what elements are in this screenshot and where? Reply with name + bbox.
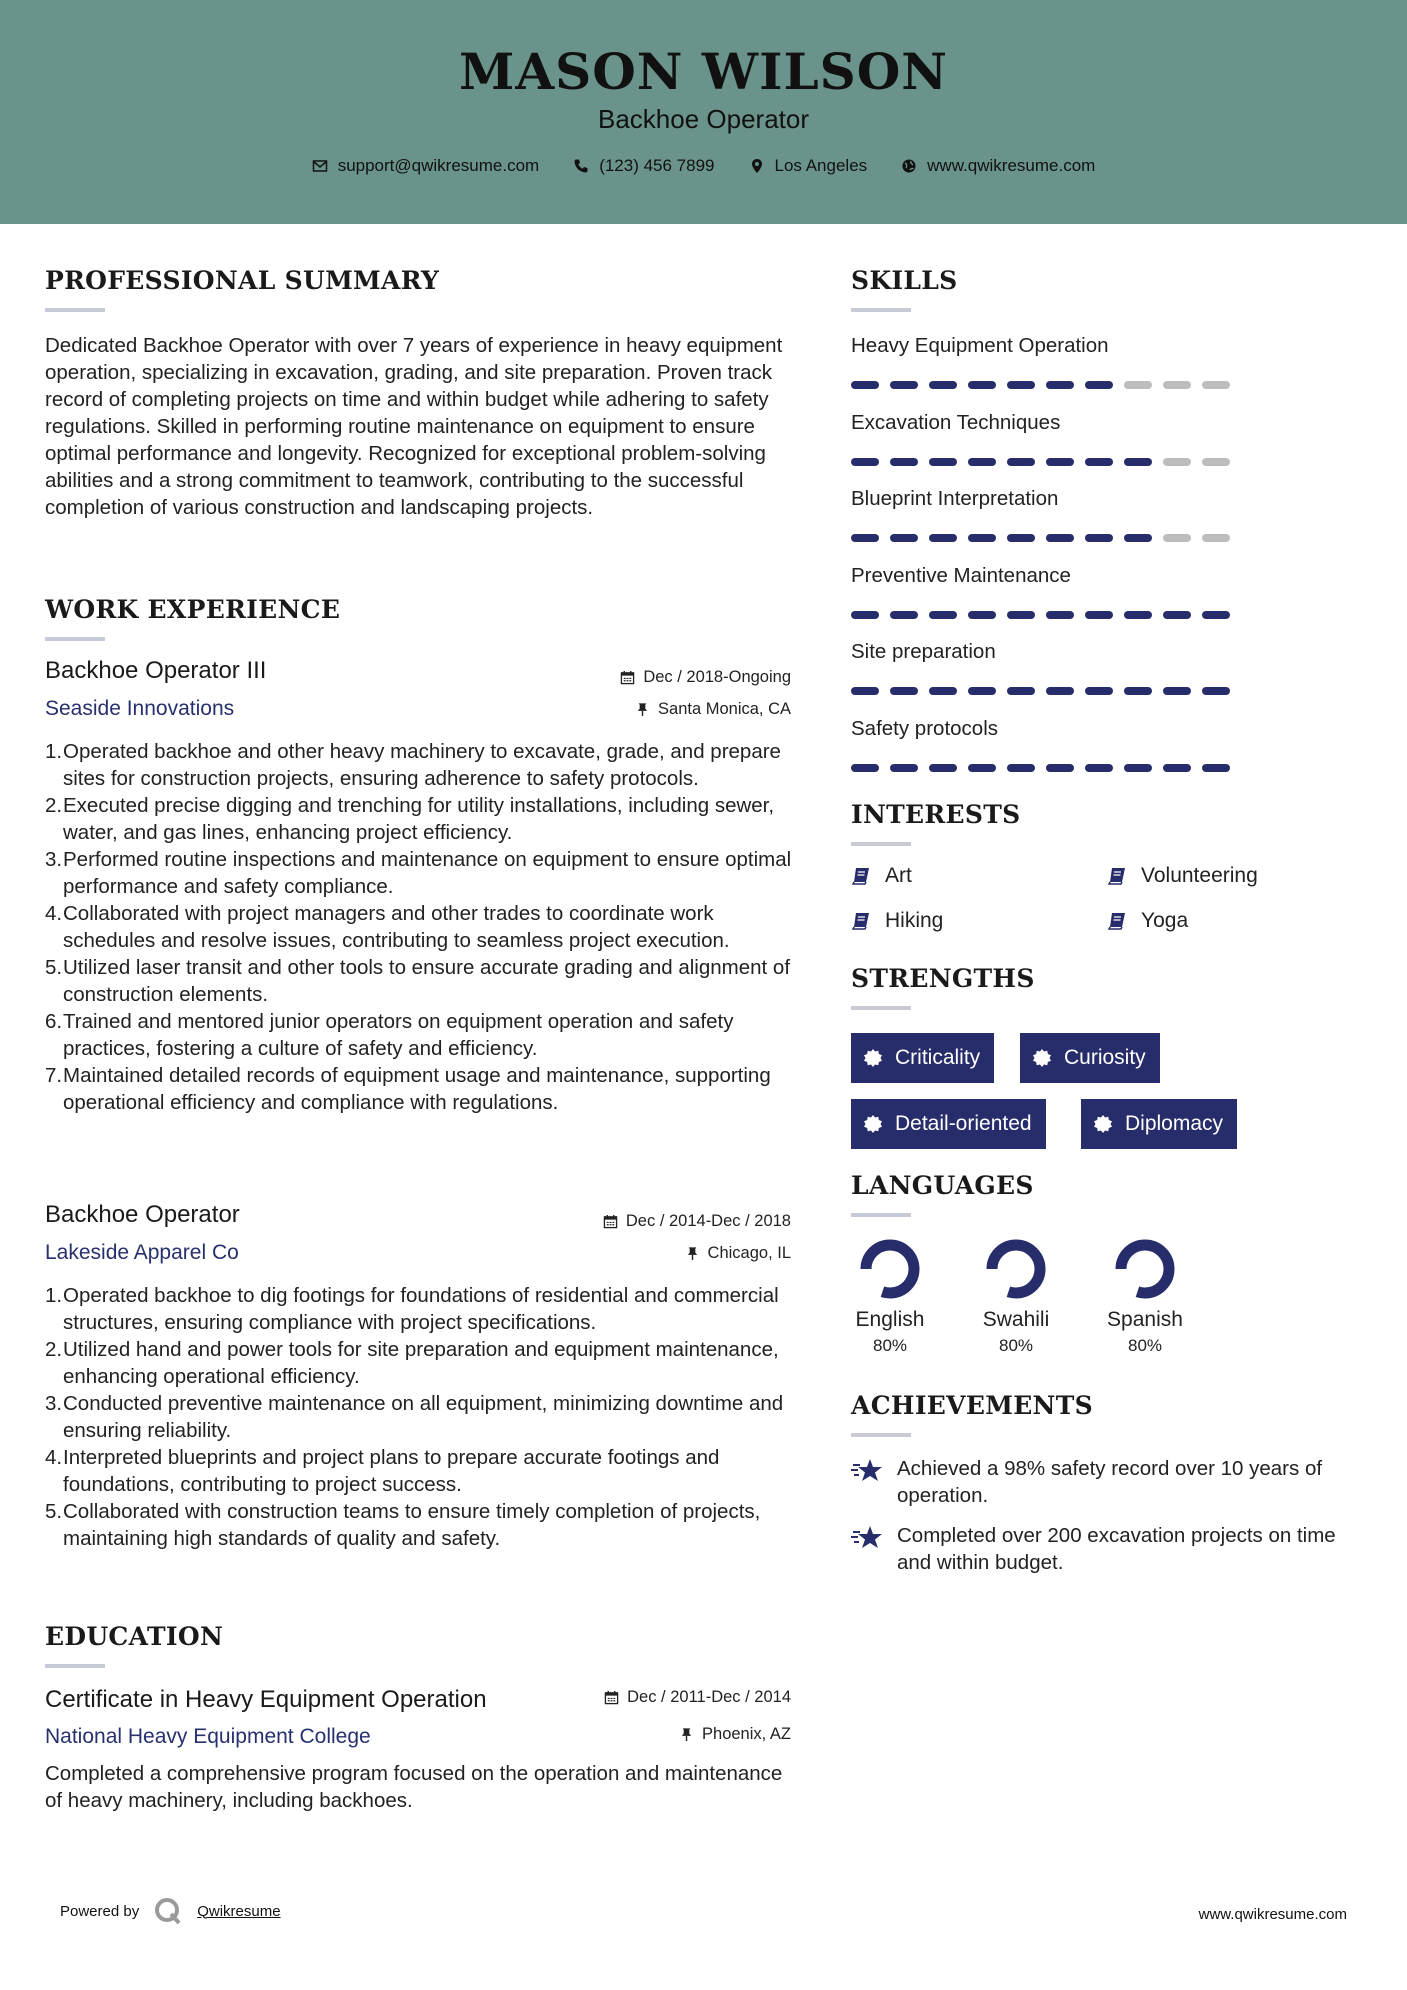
skill-dot-filled: [1124, 611, 1152, 619]
interest-label: Art: [885, 864, 912, 887]
list-item: 3. Conducted preventive maintenance on all equipment, minimizing downtime and ensuring reliability.: [45, 1392, 784, 1442]
skill-dot-filled: [851, 534, 879, 542]
skill-level-meter: [851, 687, 1230, 695]
skill-dot-filled: [1046, 764, 1074, 772]
skill-dot-filled: [1163, 764, 1191, 772]
skill-dot-filled: [1007, 458, 1035, 466]
skill-dot-empty: [1163, 381, 1191, 389]
skill-dot-filled: [1007, 381, 1035, 389]
skill-dot-filled: [968, 611, 996, 619]
skill-dot-filled: [1085, 687, 1113, 695]
achievement-item: [851, 1455, 1371, 1509]
job-dates: [620, 668, 791, 687]
language-percent: 80%: [872, 1336, 908, 1355]
skill-dot-filled: [1007, 611, 1035, 619]
job-location: [635, 700, 791, 719]
skill-dot-filled: [890, 458, 918, 466]
achievements-heading: ACHIEVEMENTS: [851, 1391, 1093, 1420]
section-divider: [45, 308, 105, 312]
calendar-icon: [603, 1214, 618, 1229]
pushpin-icon: [635, 702, 650, 717]
skill-dot-filled: [1046, 687, 1074, 695]
candidate-name: MASON WILSON: [459, 42, 948, 101]
location-text: Los Angeles: [774, 156, 868, 175]
skill-dot-filled: [890, 534, 918, 542]
job-dates-text: Dec / 2018-Ongoing: [643, 668, 791, 686]
skill-name: Safety protocols: [851, 716, 998, 740]
skill-name: Excavation Techniques: [851, 410, 1061, 434]
section-divider: [851, 1213, 911, 1217]
education-dates: [604, 1688, 791, 1707]
qwikresume-logo-icon: [153, 1896, 183, 1926]
job-bullets: [45, 738, 795, 1116]
badge-icon: [863, 1114, 883, 1134]
skill-dot-filled: [1085, 458, 1113, 466]
calendar-icon: [620, 670, 635, 685]
skill-dot-filled: [1163, 687, 1191, 695]
contact-phone[interactable]: [573, 156, 714, 176]
badge-icon: [1093, 1114, 1113, 1134]
skill-dot-filled: [851, 611, 879, 619]
skill-dot-filled: [1046, 381, 1074, 389]
skill-dot-empty: [1163, 458, 1191, 466]
summary-text: Dedicated Backhoe Operator with over 7 years of experience in heavy equipment operation, specializing in excavation, grading, and site preparation. Proven track record of completing projects on time and within budget while adhering to safety regulations. Skilled in performing routine maintenance on equipment to ensure optimal performance and longevity. Recognized for exceptional problem-solving abilities and a strong commitment to teamwork, contributing to the successful completion of various construction and landscaping projects.: [45, 334, 783, 519]
list-item: 4. Interpreted blueprints and project plans to prepare accurate footings and foundations, contributing to project success.: [45, 1446, 720, 1496]
skill-dot-empty: [1202, 458, 1230, 466]
contact-location: [749, 156, 868, 176]
language-gauge-arc: [866, 1245, 914, 1293]
skill-dot-filled: [968, 534, 996, 542]
language-item: [971, 1238, 1061, 1356]
strength-badge: [1081, 1099, 1237, 1149]
contact-website[interactable]: [901, 156, 1095, 176]
language-gauge: [859, 1238, 921, 1300]
interest-item: [851, 909, 943, 933]
skill-dot-filled: [1124, 687, 1152, 695]
section-divider: [45, 637, 105, 641]
language-gauge-arc: [992, 1245, 1040, 1293]
job-bullets: [45, 1282, 795, 1552]
education-location-text: Phoenix, AZ: [702, 1725, 791, 1743]
email-text: support@qwikresume.com: [337, 156, 540, 175]
powered-by-label: Powered by: [60, 1902, 140, 1920]
strength-badge: [851, 1099, 1046, 1149]
skill-name: Heavy Equipment Operation: [851, 334, 1109, 357]
interests-heading: INTERESTS: [851, 800, 1021, 829]
strength-label: Criticality: [895, 1046, 981, 1069]
envelope-icon: [312, 158, 328, 174]
badge-icon: [1032, 1048, 1052, 1068]
skill-dot-filled: [929, 534, 957, 542]
job-dates: [603, 1212, 791, 1231]
list-item: 2. Executed precise digging and trenching for utility installations, including sewer, water, and gas lines, enhancing project efficiency.: [45, 794, 775, 844]
contact-email[interactable]: [312, 156, 540, 176]
skill-dot-filled: [968, 764, 996, 772]
skill-dot-filled: [929, 381, 957, 389]
section-divider: [851, 308, 911, 312]
achievement-item: [851, 1522, 1371, 1576]
list-item: 5. Utilized laser transit and other tools to ensure accurate grading and alignment of construction elements.: [45, 956, 791, 1006]
skill-dot-filled: [1124, 458, 1152, 466]
skill-dot-filled: [851, 687, 879, 695]
strength-label: Detail-oriented: [895, 1112, 1032, 1135]
resume-header: [0, 0, 1407, 224]
calendar-icon: [604, 1690, 619, 1705]
footer-url[interactable]: www.qwikresume.com: [1198, 1906, 1347, 1923]
book-icon: [1107, 866, 1127, 886]
strength-badge: [851, 1033, 994, 1083]
pushpin-icon: [679, 1727, 694, 1742]
skill-dot-filled: [851, 764, 879, 772]
interest-item: [851, 864, 912, 888]
skill-dot-filled: [890, 687, 918, 695]
list-item: 4. Collaborated with project managers and other trades to coordinate work schedules and resolve issues, contributing to seamless project execution.: [45, 902, 730, 952]
skill-dot-filled: [1202, 764, 1230, 772]
skill-dot-filled: [1163, 611, 1191, 619]
education-text: Completed a comprehensive program focused on the operation and maintenance of heavy machinery, including backhoes.: [45, 1762, 783, 1812]
map-pin-icon: [749, 158, 765, 174]
strength-badge: [1020, 1033, 1160, 1083]
skill-dot-filled: [1202, 687, 1230, 695]
phone-text: (123) 456 7899: [599, 156, 715, 175]
skill-dot-filled: [1085, 764, 1113, 772]
skill-name: Blueprint Interpretation: [851, 487, 1059, 510]
skill-dot-filled: [1124, 534, 1152, 542]
skill-level-meter: [851, 764, 1230, 772]
skill-dot-filled: [1085, 381, 1113, 389]
interest-label: Volunteering: [1141, 864, 1258, 887]
skill-dot-filled: [1124, 764, 1152, 772]
language-percent: 80%: [1127, 1336, 1163, 1355]
brand-link[interactable]: Qwikresume: [197, 1902, 281, 1920]
skill-dot-empty: [1202, 381, 1230, 389]
language-percent: 80%: [998, 1336, 1034, 1355]
job-dates-text: Dec / 2014-Dec / 2018: [625, 1212, 791, 1230]
skill-dot-filled: [929, 611, 957, 619]
phone-icon: [573, 158, 589, 174]
skill-dot-filled: [1007, 687, 1035, 695]
section-divider: [851, 1433, 911, 1437]
education-heading: EDUCATION: [45, 1622, 224, 1651]
book-icon: [1107, 911, 1127, 931]
job-location-text: Santa Monica, CA: [658, 700, 791, 718]
experience-heading: WORK EXPERIENCE: [45, 595, 341, 624]
book-icon: [851, 866, 871, 886]
language-item: [845, 1238, 935, 1356]
degree-title: Certificate in Heavy Equipment Operation: [45, 1686, 487, 1713]
skill-dot-filled: [851, 381, 879, 389]
strength-label: Diplomacy: [1125, 1112, 1224, 1135]
badge-icon: [863, 1048, 883, 1068]
list-item: 2. Utilized hand and power tools for site preparation and equipment maintenance, enhancing operational efficiency.: [45, 1338, 779, 1388]
skill-dot-filled: [1085, 611, 1113, 619]
job-company: Seaside Innovations: [45, 697, 235, 720]
skill-dot-filled: [851, 458, 879, 466]
skill-level-meter: [851, 381, 1230, 389]
job-company: Lakeside Apparel Co: [45, 1241, 239, 1264]
education-dates-text: Dec / 2011-Dec / 2014: [627, 1688, 791, 1706]
star-award-icon: [851, 1524, 883, 1552]
language-name: English: [855, 1308, 925, 1331]
language-name: Spanish: [1107, 1308, 1183, 1331]
achievement-text: Completed over 200 excavation projects on time and within budget.: [897, 1524, 1336, 1574]
strength-label: Curiosity: [1064, 1046, 1146, 1069]
interest-label: Hiking: [885, 909, 944, 932]
list-item: 6. Trained and mentored junior operators on equipment operation and safety practices, fostering a culture of safety and efficiency.: [45, 1010, 734, 1060]
skill-level-meter: [851, 611, 1230, 619]
education-location: [679, 1725, 791, 1744]
language-gauge-arc: [1121, 1245, 1169, 1293]
skill-dot-filled: [1202, 611, 1230, 619]
language-gauge: [985, 1238, 1047, 1300]
skill-dot-empty: [1124, 381, 1152, 389]
section-divider: [45, 1664, 105, 1668]
list-item: 5. Collaborated with construction teams to ensure timely completion of projects, maintaining high standards of quality and safety.: [45, 1500, 761, 1550]
contact-bar: [0, 156, 1407, 176]
skill-dot-filled: [1046, 534, 1074, 542]
skill-dot-filled: [890, 611, 918, 619]
skills-heading: SKILLS: [851, 266, 958, 295]
job-role: Backhoe Operator III: [45, 657, 267, 684]
section-divider: [851, 1006, 911, 1010]
skill-dot-filled: [890, 381, 918, 389]
star-award-icon: [851, 1457, 883, 1485]
skill-name: Preventive Maintenance: [851, 563, 1071, 587]
skill-dot-filled: [929, 458, 957, 466]
summary-heading: PROFESSIONAL SUMMARY: [45, 266, 440, 295]
language-item: [1100, 1238, 1190, 1356]
skill-dot-filled: [929, 764, 957, 772]
interest-label: Yoga: [1141, 909, 1189, 932]
candidate-title: Backhoe Operator: [597, 104, 809, 134]
list-item: 1. Operated backhoe to dig footings for foundations of residential and commercial structures, ensuring compliance with project specifications.: [45, 1284, 779, 1334]
website-text: www.qwikresume.com: [927, 156, 1096, 175]
skill-name: Site preparation: [851, 640, 996, 663]
skill-level-meter: [851, 458, 1230, 466]
globe-icon: [901, 158, 917, 174]
skill-dot-empty: [1163, 534, 1191, 542]
strengths-heading: STRENGTHS: [851, 964, 1035, 993]
language-name: Swahili: [982, 1308, 1050, 1331]
language-gauge: [1114, 1238, 1176, 1300]
achievement-text: Achieved a 98% safety record over 10 years of operation.: [897, 1457, 1323, 1507]
skill-dot-filled: [1007, 764, 1035, 772]
skill-dot-filled: [1046, 611, 1074, 619]
job-location: [685, 1244, 791, 1263]
book-icon: [851, 911, 871, 931]
list-item: 1. Operated backhoe and other heavy machinery to excavate, grade, and prepare sites for construction projects, ensuring adherence to safety protocols.: [45, 740, 781, 790]
skill-dot-filled: [1007, 534, 1035, 542]
list-item: 3. Performed routine inspections and maintenance on equipment to ensure optimal performance and safety compliance.: [45, 848, 792, 898]
job-role: Backhoe Operator: [45, 1201, 240, 1228]
pushpin-icon: [685, 1246, 700, 1261]
skill-dot-filled: [890, 764, 918, 772]
skill-dot-empty: [1202, 534, 1230, 542]
school-name: National Heavy Equipment College: [45, 1725, 371, 1748]
skill-dot-filled: [968, 458, 996, 466]
skill-dot-filled: [1046, 458, 1074, 466]
footer-powered-by: [60, 1896, 281, 1926]
skill-level-meter: [851, 534, 1230, 542]
section-divider: [851, 842, 911, 846]
languages-heading: LANGUAGES: [851, 1171, 1034, 1200]
interest-item: [1107, 864, 1258, 888]
interest-item: [1107, 909, 1188, 933]
skill-dot-filled: [968, 687, 996, 695]
list-item: 7. Maintained detailed records of equipment usage and maintenance, supporting operational efficiency and compliance with regulations.: [45, 1064, 771, 1114]
skill-dot-filled: [1085, 534, 1113, 542]
skill-dot-filled: [929, 687, 957, 695]
job-location-text: Chicago, IL: [707, 1244, 791, 1262]
skill-dot-filled: [968, 381, 996, 389]
